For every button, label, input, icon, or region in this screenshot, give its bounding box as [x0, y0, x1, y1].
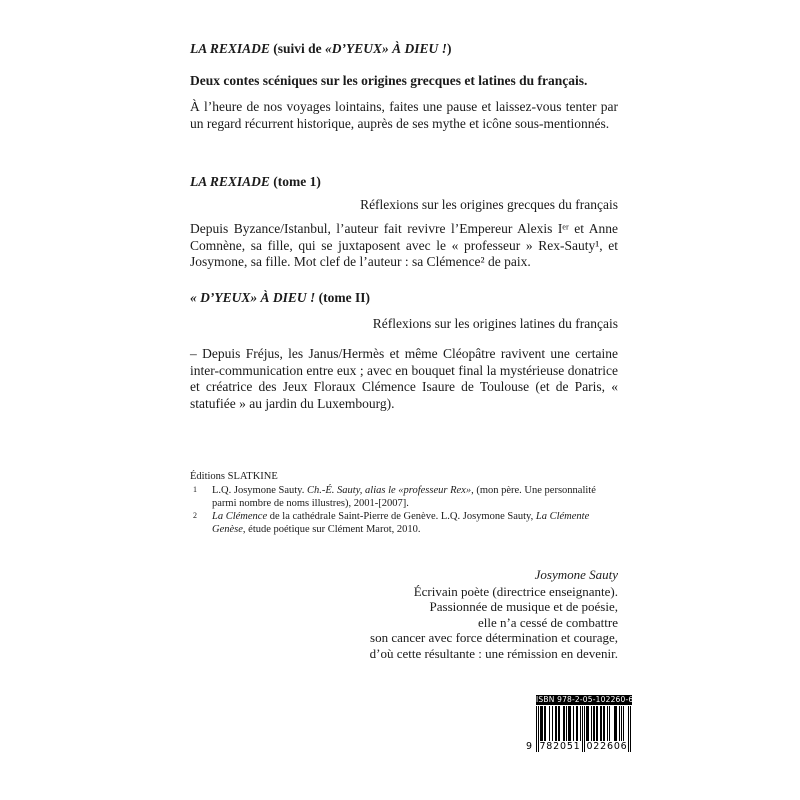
footnote-1-marker: 1: [193, 485, 197, 494]
tome1-heading-number: (tome 1): [269, 174, 321, 189]
footnote-2-text-b: , étude poétique sur Clément Marot, 2010.: [242, 523, 421, 535]
footnote-1-text-italic: Ch.-É. Sauty, alias le «professeur Rex»: [306, 485, 472, 496]
book-title-paren: ): [446, 41, 452, 56]
footnote-2-text-italic-b: La Clémente Genèse: [212, 511, 590, 535]
footnote-1: [190, 485, 618, 510]
tome2-heading-title: « D’YEUX» À DIEU !: [190, 290, 316, 305]
footnote-2-text-a: de la cathédrale Saint-Pierre de Genève. L.Q. Josymone Sauty,: [267, 511, 536, 522]
footnote-2: [190, 511, 618, 536]
book-subtitle: Deux contes scéniques sur les origines grecques et latines du français.: [190, 73, 588, 88]
tome2-description: – Depuis Fréjus, les Janus/Hermès et même Cléopâtre ravivent une certaine inter-communication entre eux ; avec en bouquet final la mystérieuse donatrice et créatrice des Jeux Floraux Clémence Isaure de Toulouse (et de Paris, « statufiée » au jardin du Luxembourg).: [190, 346, 618, 411]
isbn-label: ISBN 978-2-05-102260-6: [536, 695, 634, 704]
barcode: [526, 695, 638, 754]
tome1-heading: [190, 174, 618, 191]
tome2-tagline: Réflexions sur les origines latines du français: [372, 316, 618, 331]
barcode-digit-left: 9: [526, 741, 533, 752]
intro-paragraph: À l’heure de nos voyages lointains, faites une pause et laissez-vous tenter par un regard récurrent historique, auprès de ses mythe et icône sous-mentionnés.: [190, 99, 618, 131]
signature-line: Écrivain poète (directrice enseignante).: [413, 583, 618, 599]
signature-line: d’où cette résultante : une rémission en devenir.: [369, 645, 618, 661]
barcode-digits-group2: 022606: [586, 741, 628, 752]
tome1-heading-title: LA REXIADE: [190, 174, 270, 189]
author-signature: [190, 567, 618, 661]
barcode-digits-group1: 782051: [539, 741, 581, 752]
book-title-connector: (suivi de: [269, 41, 326, 56]
tome1-description: Depuis Byzance/Istanbul, l’auteur fait revivre l’Empereur Alexis Iᵉʳ et Anne Comnène, sa fille, qui se juxtaposent avec le « professeur » Rex-Sauty¹, et Josymone, sa fille. Mot clef de l’auteur : sa Clémence² de paix.: [190, 221, 618, 269]
book-title-secondary: «D’YEUX» À DIEU !: [325, 41, 447, 56]
barcode-bars-area: [526, 705, 638, 754]
signature-line: Passionnée de musique et de poésie,: [429, 599, 618, 614]
footnote-2-marker: 2: [193, 511, 197, 520]
book-title-main: LA REXIADE: [190, 41, 270, 56]
footnote-1-text-b: , (mon père. Une personnalité parmi nombre de noms illustres), 2001-[2007].: [212, 485, 596, 509]
footnotes: [190, 485, 618, 537]
signature-line: son cancer avec force détermination et courage,: [370, 630, 618, 645]
tome1-tagline: Réflexions sur les origines grecques du français: [360, 197, 618, 212]
signature-line: elle n’a cessé de combattre: [477, 614, 618, 630]
footnote-2-text-italic-a: La Clémence: [212, 511, 268, 522]
tome2-heading: [190, 290, 618, 307]
author-name: Josymone Sauty: [534, 567, 618, 582]
footnote-1-text-a: L.Q. Josymone Sauty.: [212, 485, 307, 496]
book-title: [190, 41, 618, 58]
tome2-heading-number: (tome II): [315, 290, 370, 305]
publisher-name: Éditions SLATKINE: [190, 471, 278, 482]
